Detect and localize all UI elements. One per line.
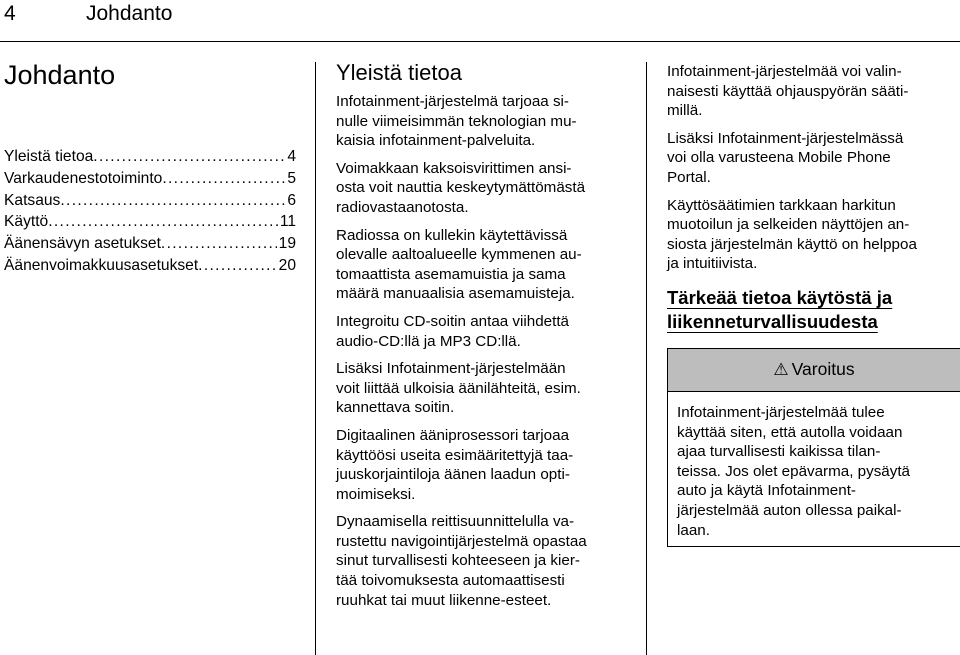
running-title: Johdanto: [86, 2, 173, 25]
toc-leader: [93, 146, 285, 168]
warning-box: [667, 348, 960, 547]
page-number: 4: [4, 2, 16, 25]
body-paragraph: Infotainment-järjestelmä tarjoaa si- nulle viimeisimmän teknologian mu- kaisia infotainment-palveluita.: [336, 93, 577, 150]
toc-page: 5: [287, 169, 296, 187]
table-of-contents: [4, 146, 296, 277]
body-paragraph: Käyttösäätimien tarkkaan harkitun muotoilun ja selkeiden näyttöjen an- siosta järjestelmän käyttö on helppoa ja intuitiivista.: [667, 196, 917, 273]
toc-entry[interactable]: [4, 211, 296, 233]
header-rule: [0, 41, 960, 42]
body-paragraph: Infotainment-järjestelmää voi valin- naisesti käyttää ohjauspyörän sääti- millä.: [667, 63, 909, 120]
middle-column: [336, 60, 636, 618]
body-paragraph: Integroitu CD-soitin antaa viihdettä audio-CD:llä ja MP3 CD:llä.: [336, 312, 570, 350]
warning-label: Varoitus: [791, 359, 855, 380]
toc-leader: [198, 255, 276, 277]
toc-page: 19: [278, 235, 296, 253]
toc-entry[interactable]: [4, 146, 296, 168]
body-paragraph: Digitaalinen ääniprosessori tarjoaa käyttöösi useita esimääritettyjä taa- juuskorjaintiloja äänen laadun opti- moimiseksi.: [336, 426, 574, 503]
toc-leader: [161, 233, 277, 255]
toc-page: 4: [287, 148, 296, 165]
toc-page: 6: [287, 191, 296, 209]
toc-entry[interactable]: [4, 233, 296, 255]
toc-entry[interactable]: [4, 168, 296, 190]
subsection-heading: Tärkeää tietoa käytöstä ja liikenneturvallisuudesta: [667, 286, 893, 332]
toc-label: Käyttö: [4, 213, 49, 231]
chapter-title: Johdanto: [4, 60, 116, 90]
toc-leader: [162, 168, 285, 190]
column-divider: [646, 62, 647, 655]
body-paragraph: Lisäksi Infotainment-järjestelmään voit liittää ulkoisia äänilähteitä, esim. kannettava soitin.: [336, 360, 581, 417]
toc-entry[interactable]: [4, 255, 296, 277]
toc-leader: [60, 190, 285, 212]
toc-label: Yleistä tietoa: [4, 148, 94, 165]
toc-label: Äänensävyn asetukset: [4, 235, 161, 253]
toc-page: 11: [279, 213, 296, 231]
toc-label: Äänenvoimakkuusasetukset: [4, 256, 199, 274]
body-paragraph: Lisäksi Infotainment-järjestelmässä voi olla varusteena Mobile Phone Portal.: [667, 129, 904, 186]
column-divider: [315, 62, 316, 655]
section-title: Yleistä tietoa: [336, 60, 462, 85]
right-column: [667, 62, 960, 547]
warning-triangle-icon: ⚠: [773, 360, 789, 380]
body-paragraph: Dynaamisella reittisuunnittelulla va- rustettu navigointijärjestelmä opastaa sinut turvallisesti kohteeseen ja kier- tää toivomuksesta automaattisesti ruuhkat tai muut liikenne-esteet.: [336, 513, 587, 609]
toc-label: Varkaudenestotoiminto: [4, 169, 163, 187]
warning-text: Infotainment-järjestelmää tulee käyttää siten, että autolla voidaan ajaa turvallisesti kaikissa tilan- teissa. Jos olet epävarma, pysäytä auto ja käytä Infotainment- järjestelmää auton ollessa paikal- laan.: [677, 403, 910, 539]
body-paragraph: Voimakkaan kaksoisvirittimen ansi- osta voit nauttia keskeytymättömästä radiovastaanotosta.: [336, 159, 586, 216]
page-header: [0, 0, 960, 46]
toc-entry[interactable]: [4, 190, 296, 212]
body-paragraph: Radiossa on kullekin käytettävissä olevalle aaltoalueelle kymmenen au- tomaattista asemamuistia ja sama määrä manuaalisia asemamuisteja.: [336, 226, 582, 303]
warning-header: [668, 349, 960, 392]
toc-leader: [48, 211, 278, 233]
toc-label: Katsaus: [4, 191, 61, 209]
toc-page: 20: [278, 256, 296, 274]
